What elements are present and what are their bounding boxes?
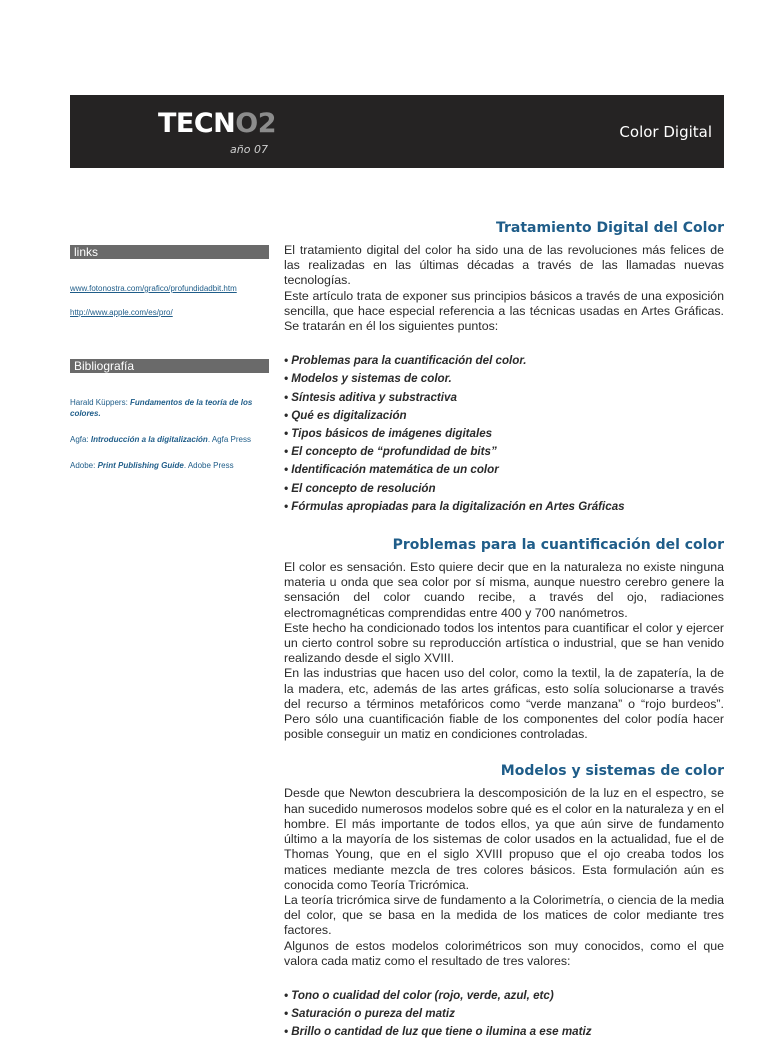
page-header [70, 95, 724, 168]
magazine-logo [158, 110, 276, 137]
bib-title: Fundamentos de la teoría de los colores. [70, 398, 253, 418]
bibliography-heading: Bibliografía [70, 359, 269, 373]
list-item [70, 307, 269, 318]
bib-title: Introducción a la digitalización [90, 435, 208, 444]
bib-author: Adobe: [70, 461, 98, 470]
value-item: • Saturación o pureza del matiz [284, 1005, 724, 1023]
link-apple[interactable]: http://www.apple.com/es/pro/ [70, 308, 173, 317]
bib-publisher: . Adobe Press [183, 461, 234, 470]
topic-item: • El concepto de resolución [284, 480, 724, 498]
topic-item: • Fórmulas apropiadas para la digitalización en Artes Gráficas [284, 498, 724, 516]
paragraph: Este hecho ha condicionado todos los intentos para cuantificar el color y ejercer un cierto control sobre su reproducción artística o industrial, que se han venido realizando desde el siglo XVIII. [284, 620, 724, 666]
logo-accent: O2 [235, 108, 277, 139]
section-title-tratamiento: Tratamiento Digital del Color [496, 220, 724, 236]
value-item: • Tono o cualidad del color (rojo, verde, azul, etc) [284, 987, 724, 1005]
sidebar [70, 245, 269, 486]
paragraph: La teoría tricrómica sirve de fundamento a la Colorimetría, o ciencia de la media del color, que se basa en la medida de los matices de color mediante tres factores. [284, 892, 724, 938]
bib-author: Agfa: [70, 435, 91, 444]
section-title-modelos: Modelos y sistemas de color [500, 763, 724, 780]
topic-item: • Identificación matemática de un color [284, 461, 724, 479]
section-name: Color Digital [619, 123, 712, 141]
topic-item: • Modelos y sistemas de color. [284, 370, 724, 388]
links-list [70, 283, 269, 318]
bib-title: Print Publishing Guide [97, 461, 184, 470]
section-title-problemas: Problemas para la cuantificación del color [392, 537, 724, 554]
paragraph: Algunos de estos modelos colorimétricos son muy conocidos, como el que valora cada matiz como el resultado de tres valores: [284, 938, 724, 968]
bibliography-item [70, 434, 269, 445]
paragraph: El color es sensación. Esto quiere decir que en la naturaleza no existe ninguna materia u onda que sea color por sí misma, aunque nuestro cerebro genere la sensación del color cuando recibe, a través del ojo, radiaciones electromagnéticas comprendidas entre 400 y 700 nanómetros. [284, 560, 724, 620]
topic-item: • Tipos básicos de imágenes digitales [284, 425, 724, 443]
paragraph: En las industrias que hacen uso del color, como la textil, la de zapatería, la de la madera, etc, además de las artes gráficas, esto solía solucionarse a través del recurso a términos metafóricos como “verde manzana” o “rojo burdeos”. Pero sólo una cuantificación fiable de los componentes del color podía hacer posible conseguir un matiz en condiciones controladas. [284, 666, 724, 742]
bib-author: Harald Küppers: [70, 398, 131, 407]
bibliography-item [70, 397, 269, 419]
paragraph: Desde que Newton descubriera la descomposición de la luz en el espectro, se han sucedido numerosos modelos sobre qué es el color en la naturaleza y en el hombre. El más importante de todos ellos, ya que aún sirve de fundamento último a la mayoría de los sistemas de color usados en la actualidad, fue el de Thomas Young, que en el siglo XVIII propuso que el ojo creaba todos los matices mediante mezcla de tres colores básicos. Esta formulación aún es conocida como Teoría Tricrómica. [284, 786, 724, 892]
topic-item: • Problemas para la cuantificación del color. [284, 352, 724, 370]
topics-list [284, 352, 724, 516]
topic-item: • Qué es digitalización [284, 407, 724, 425]
topic-item: • El concepto de “profundidad de bits” [284, 443, 724, 461]
link-fotonostra[interactable]: www.fotonostra.com/grafico/profundidadbit.htm [70, 284, 237, 293]
list-item [70, 283, 269, 294]
paragraph: El tratamiento digital del color ha sido una de las revoluciones más felices de las realizadas en las últimas décadas a través de las llamadas nuevas tecnologías. [284, 243, 724, 288]
bibliography-list [70, 397, 269, 471]
logo-main: TECN [158, 108, 236, 139]
bib-publisher: . Agfa Press [207, 435, 251, 444]
paragraph: Este artículo trata de exponer sus principios básicos a través de una exposición sencilla, que hace especial referencia a las técnicas usadas en Artes Gráficas. Se tratarán en él los siguientes puntos: [284, 288, 724, 334]
color-values-list [284, 987, 724, 1042]
bibliography-item [70, 460, 269, 471]
edition-label: año 07 [230, 143, 268, 156]
links-heading: links [70, 245, 269, 259]
topic-item: • Síntesis aditiva y substractiva [284, 389, 724, 407]
article-body [284, 218, 724, 1042]
value-item: • Brillo o cantidad de luz que tiene o ilumina a ese matiz [284, 1023, 724, 1041]
